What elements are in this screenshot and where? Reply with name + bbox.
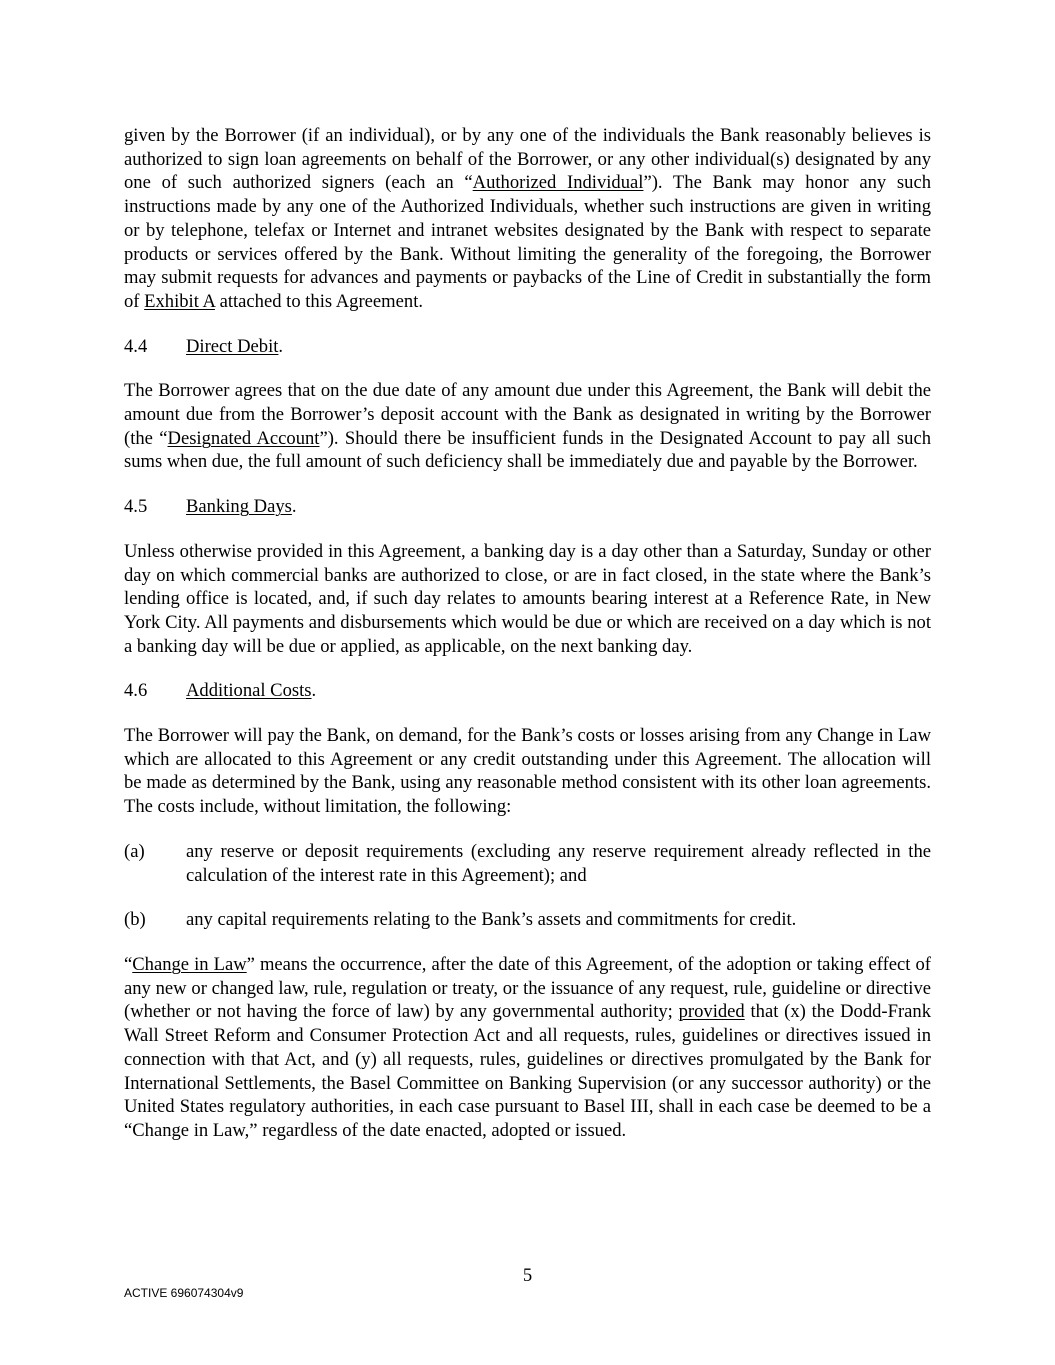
section-4-4-body: The Borrower agrees that on the due date of any amount due under this Agreement, the Bank will debit the amount due from the Borrower’s deposit account with the Bank as designated in writing by the Borrower (the “Designated Account”). Should there be insufficient funds in the Designated Account to pay all such sums when due, the full amount of such deficiency shall be immediately due and payable by the Borrower. xyxy=(124,380,931,473)
page-number: 5 xyxy=(522,1265,533,1286)
list-item-label: (a) xyxy=(124,840,145,862)
document-id: ACTIVE 696074304v9 xyxy=(124,1286,244,1300)
section-number: 4.4 xyxy=(124,335,148,357)
defined-term-change-in-law: Change in Law xyxy=(132,953,247,975)
change-in-law-definition: “Change in Law” means the occurrence, after the date of this Agreement, of the adoption or taking effect of any new or changed law, rule, regulation or treaty, or the issuance of any request, rule, guideline or directive (whether or not having the force of law) by any governmental authority; provided that (x) the Dodd-Frank Wall Street Reform and Consumer Protection Act and all requests, rules, guidelines or directives issued in connection with that Act, and (y) all requests, rules, guidelines or directives promulgated by the Bank for International Settlements, the Basel Committee on Banking Supervision (or any successor authority) or the United States regulatory authorities, in each case pursuant to Basel III, shall in each case be deemed to be a “Change in Law,” regardless of the date enacted, adopted or issued. xyxy=(124,953,931,1141)
section-4-6-heading: 4.6 Additional Costs. xyxy=(124,680,317,702)
section-number: 4.5 xyxy=(124,496,148,518)
list-item-a xyxy=(124,840,931,887)
exhibit-a-reference: Exhibit A xyxy=(144,290,215,312)
section-number: 4.6 xyxy=(124,680,148,702)
provided-term: provided xyxy=(678,1001,745,1023)
section-title: Direct Debit xyxy=(186,335,279,357)
section-4-6-body: The Borrower will pay the Bank, on demand, for the Bank’s costs or losses arising from any Change in Law which are allocated to this Agreement or any credit outstanding under this Agreement. The allocation will be made as determined by the Bank, using any reasonable method consistent with its other loan agreements. The costs include, without limitation, the following: xyxy=(124,725,931,818)
list-item-label: (b) xyxy=(124,909,146,931)
section-4-4-heading: 4.4 Direct Debit. xyxy=(124,335,284,357)
section-title: Banking Days xyxy=(186,496,292,518)
continuation-paragraph: given by the Borrower (if an individual), or by any one of the individuals the Bank reasonably believes is authorized to sign loan agreements on behalf of the Borrower, or any other individual(s) designated by any one of such authorized signers (each an “Authorized Individual”). The Bank may honor any such instructions made by any one of the Authorized Individuals, whether such instructions are given in writing or by telephone, telefax or Internet and intranet websites designated by the Bank with respect to separate products or services offered by the Bank. Without limiting the generality of the foregoing, the Borrower may submit requests for advances and payments or paybacks of the Line of Credit in substantially the form of Exhibit A attached to this Agreement. xyxy=(124,125,931,312)
section-4-5-body: Unless otherwise provided in this Agreement, a banking day is a day other than a Saturday, Sunday or other day on which commercial banks are authorized to close, or are in fact closed, in the state where the Bank’s lending office is located, and, if such day relates to amounts bearing interest at a Reference Rate, in New York City. All payments and disbursements which would be due or which are received on a day which is not a banking day will be due or applied, as applicable, on the next banking day. xyxy=(124,540,931,657)
section-4-5-heading: 4.5 Banking Days. xyxy=(124,496,297,518)
list-item-b xyxy=(124,908,931,932)
list-item-text: any reserve or deposit requirements (excluding any reserve requirement already reflected in the calculation of the interest rate in this Agreement); and xyxy=(186,840,931,886)
section-title: Additional Costs xyxy=(186,680,312,702)
list-item-text: any capital requirements relating to the Bank’s assets and commitments for credit. xyxy=(186,909,797,931)
document-body xyxy=(124,124,931,1143)
defined-term-designated-account: Designated Account xyxy=(167,427,320,449)
defined-term-authorized-individual: Authorized Individual xyxy=(472,172,644,194)
